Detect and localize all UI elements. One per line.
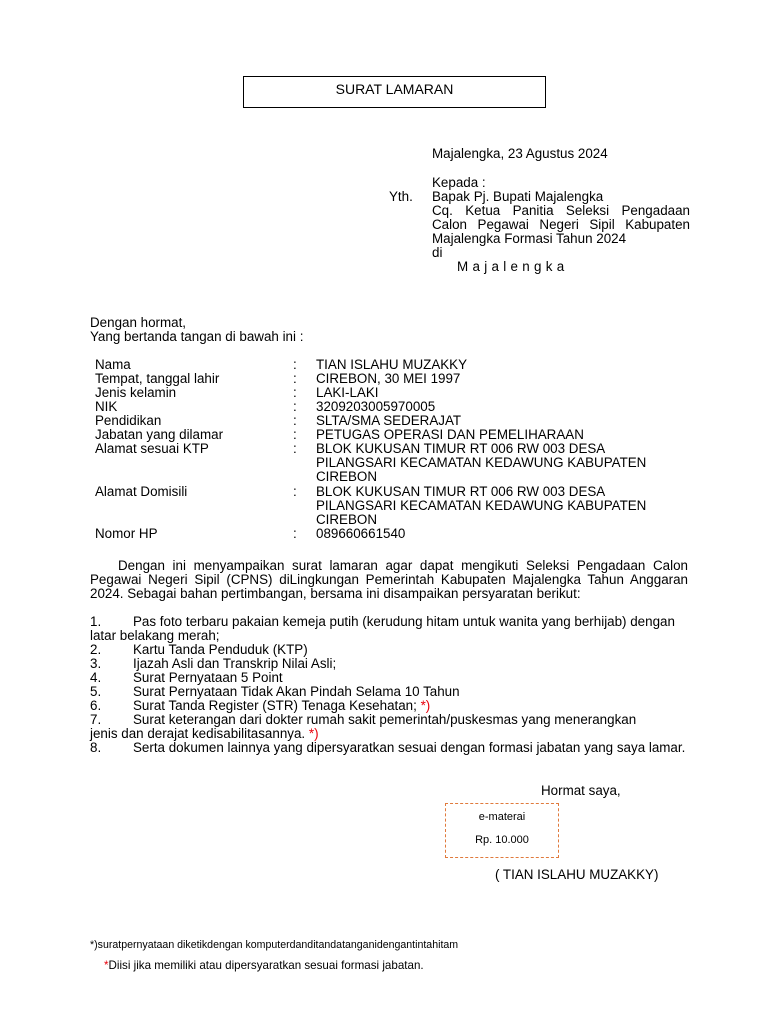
signature-name: ( TIAN ISLAHU MUZAKKY) (495, 867, 659, 882)
list-text: Surat Pernyataan Tidak Akan Pindah Selama 10 Tahun (133, 684, 460, 699)
list-text-wrap (90, 713, 650, 741)
list-item (90, 685, 690, 699)
field-value: BLOK KUKUSAN TIMUR RT 006 RW 003 DESA PILANGSARI KECAMATAN KEDAWUNG KABUPATEN CIREBON (316, 441, 647, 484)
list-number: 7. (90, 712, 102, 727)
field-row-nama (95, 358, 655, 372)
list-text-wrap (90, 699, 690, 713)
closing-line: Hormat saya, (541, 783, 621, 798)
field-row-birth (95, 372, 655, 386)
list-text: Ijazah Asli dan Transkrip Nilai Asli; (133, 656, 337, 671)
field-value: 3209203005970005 (316, 399, 436, 414)
field-row-education (95, 414, 655, 428)
field-label: NIK (95, 399, 118, 414)
field-colon: : (293, 399, 297, 414)
field-row-phone (95, 527, 655, 541)
list-text: Surat Tanda Register (STR) Tenaga Kesehatan; (133, 698, 417, 713)
list-text: Kartu Tanda Penduduk (KTP) (133, 642, 308, 657)
greeting: Dengan hormat, (90, 315, 187, 330)
stamp-amount: Rp. 10.000 (475, 834, 529, 846)
list-number: 3. (90, 656, 102, 671)
field-row-position (95, 428, 655, 442)
field-row-gender (95, 386, 655, 400)
field-value: BLOK KUKUSAN TIMUR RT 006 RW 003 DESA PILANGSARI KECAMATAN KEDAWUNG KABUPATEN CIREBON (316, 484, 647, 527)
field-label: Nama (95, 357, 131, 372)
asterisk-mark: *) (308, 726, 319, 741)
list-text: Surat Pernyataan 5 Point (133, 670, 283, 685)
field-row-ktp-address (95, 441, 655, 484)
field-label: Alamat sesuai KTP (95, 441, 209, 456)
intro-line: Yang bertanda tangan di bawah ini : (90, 329, 304, 344)
list-item (90, 657, 690, 671)
field-colon: : (293, 385, 297, 400)
list-item (90, 643, 690, 657)
footnote-2-text: Diisi jika memiliki atau dipersyaratkan sesuai formasi jabatan. (108, 959, 424, 972)
letter-title: SURAT LAMARAN (335, 81, 454, 97)
list-text: Pas foto terbaru pakaian kemeja putih (kerudung hitam untuk wanita yang berhijab) dengan latar belakang merah; (90, 614, 675, 643)
recipient-line1: Bapak Pj. Bupati Majalengka (432, 189, 604, 204)
kepada-label: Kepada : (432, 175, 486, 190)
field-label: Jenis kelamin (95, 385, 177, 400)
list-item (90, 699, 690, 713)
list-text: Serta dokumen lainnya yang dipersyaratkan sesuai dengan formasi jabatan yang saya lamar. (133, 740, 686, 755)
body-paragraph: Dengan ini menyampaikan surat lamaran agar dapat mengikuti Seleksi Pengadaan Calon Pegawai Negeri Sipil (CPNS) diLingkungan Pemerintah Kabupaten Majalengka Tahun Anggaran 2024. Sebagai bahan pertimbangan, bersama ini disampaikan persyaratan berikut: (90, 558, 688, 601)
list-number: 2. (90, 642, 102, 657)
field-label: Nomor HP (95, 526, 158, 541)
field-value: CIREBON, 30 MEI 1997 (316, 371, 461, 386)
recipient-city: Majalengka (457, 259, 569, 274)
field-colon: : (293, 357, 297, 372)
recipient-di: di (432, 245, 443, 260)
field-colon: : (293, 371, 297, 386)
field-colon: : (293, 413, 297, 428)
field-colon: : (293, 441, 297, 456)
field-colon: : (293, 526, 297, 541)
recipient-block (432, 190, 690, 274)
field-row-domicile (95, 484, 655, 527)
field-label: Tempat, tanggal lahir (95, 371, 220, 386)
field-row-nik (95, 400, 655, 414)
field-value: PETUGAS OPERASI DAN PEMELIHARAAN (316, 427, 584, 442)
list-number: 5. (90, 684, 102, 699)
field-label: Jabatan yang dilamar (95, 427, 224, 442)
asterisk-mark: *) (420, 698, 431, 713)
field-colon: : (293, 427, 297, 442)
yth-label: Yth. (389, 189, 413, 204)
footnote-asterisk: * (104, 959, 109, 972)
field-value: LAKI-LAKI (316, 385, 379, 400)
field-colon: : (293, 484, 297, 499)
e-materai-stamp (445, 803, 559, 858)
list-item (90, 713, 650, 741)
list-text: Surat keterangan dari dokter rumah sakit pemerintah/puskesmas yang menerangkan jenis dan derajat kedisabilitasannya. (90, 712, 637, 741)
place-date: Majalengka, 23 Agustus 2024 (432, 146, 608, 161)
field-label: Pendidikan (95, 413, 162, 428)
letter-title-box (243, 76, 546, 108)
recipient-line2: Cq. Ketua Panitia Seleksi Pengadaan Calon Pegawai Negeri Sipil Kabupaten Majalengka Formasi Tahun 2024 (432, 203, 690, 246)
list-item (90, 671, 690, 685)
list-number: 1. (90, 614, 102, 629)
list-number: 6. (90, 698, 102, 713)
list-item (90, 615, 690, 643)
field-value: SLTA/SMA SEDERAJAT (316, 413, 462, 428)
stamp-label: e-materai (478, 811, 526, 823)
list-number: 4. (90, 670, 102, 685)
footnote-1: *)suratpernyataan diketikdengan komputerdanditandatanganidengantintahitam (90, 939, 459, 951)
footnote-2 (104, 959, 424, 973)
list-number: 8. (90, 740, 102, 755)
field-value: TIAN ISLAHU MUZAKKY (316, 357, 468, 372)
list-item (90, 741, 690, 755)
field-value: 089660661540 (316, 526, 406, 541)
field-label: Alamat Domisili (95, 484, 188, 499)
